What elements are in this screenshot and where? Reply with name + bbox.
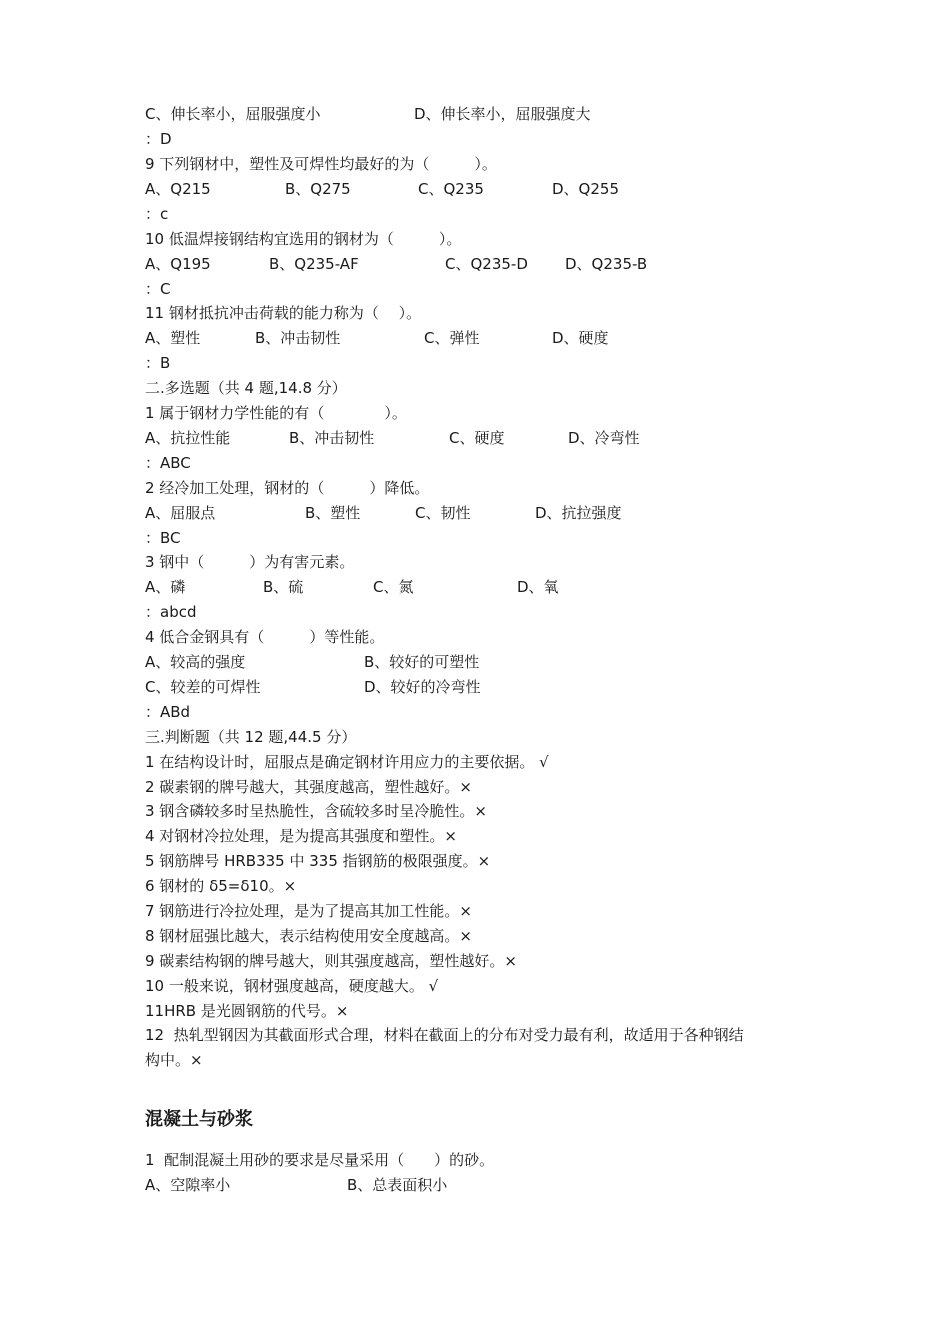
tf-item: 6 钢材的 δ5=δ10。× bbox=[145, 877, 297, 895]
q11-option-b: B、冲击韧性 bbox=[255, 329, 341, 347]
q11-option-a: A、塑性 bbox=[145, 329, 201, 347]
section-concrete-mortar-heading: 混凝土与砂浆 bbox=[145, 1109, 253, 1130]
q11-option-d: D、硬度 bbox=[552, 329, 609, 347]
q10-option-c: C、Q235-D bbox=[445, 255, 528, 273]
tf-item: 8 钢材屈强比越大，表示结构使用安全度越高。× bbox=[145, 927, 472, 945]
mc-q1-text: 1 属于钢材力学性能的有（ ）。 bbox=[145, 404, 407, 422]
mc-q4-text: 4 低合金钢具有（ ）等性能。 bbox=[145, 628, 385, 646]
mc-q1-option-a: A、抗拉性能 bbox=[145, 429, 231, 447]
q8-option-d: D、伸长率小，屈服强度大 bbox=[414, 105, 591, 123]
q9-option-b: B、Q275 bbox=[285, 180, 351, 198]
mc-q2-text: 2 经冷加工处理，钢材的（ ）降低。 bbox=[145, 479, 430, 497]
mc-q1-answer: ：ABC bbox=[145, 454, 191, 472]
mc-q4-option-a: A、较高的强度 bbox=[145, 653, 246, 671]
concrete-q1-text: 1 配制混凝土用砂的要求是尽量采用（ ）的砂。 bbox=[145, 1151, 495, 1169]
tf-item: 1 在结构设计时，屈服点是确定钢材许用应力的主要依据。 √ bbox=[145, 753, 549, 771]
q9-option-d: D、Q255 bbox=[552, 180, 619, 198]
mc-q2-answer: ：BC bbox=[145, 529, 181, 547]
tf-item: 9 碳素结构钢的牌号越大，则其强度越高，塑性越好。× bbox=[145, 952, 517, 970]
tf-item: 11HRB 是光圆钢筋的代号。× bbox=[145, 1002, 349, 1020]
tf-item: 3 钢含磷较多时呈热脆性，含硫较多时呈冷脆性。× bbox=[145, 802, 487, 820]
q9-option-a: A、Q215 bbox=[145, 180, 211, 198]
mc-q3-answer: ：abcd bbox=[145, 603, 197, 621]
mc-q1-option-c: C、硬度 bbox=[449, 429, 505, 447]
tf-item: 4 对钢材冷拉处理，是为提高其强度和塑性。× bbox=[145, 827, 457, 845]
mc-q4-option-b: B、较好的可塑性 bbox=[364, 653, 480, 671]
q9-text: 9 下列钢材中，塑性及可焊性均最好的为（ ）。 bbox=[145, 155, 497, 173]
tf-item: 10 一般来说，钢材强度越高，硬度越大。 √ bbox=[145, 977, 439, 995]
mc-q4-answer: ：ABd bbox=[145, 703, 191, 721]
q10-option-a: A、Q195 bbox=[145, 255, 211, 273]
q11-option-c: C、弹性 bbox=[424, 329, 480, 347]
q9-answer: ：c bbox=[145, 205, 169, 223]
tf-item: 12 热轧型钢因为其截面形式合理，材料在截面上的分布对受力最有利，故适用于各种钢结 bbox=[145, 1026, 744, 1044]
mc-q4-option-c: C、较差的可焊性 bbox=[145, 678, 261, 696]
tf-item: 7 钢筋进行冷拉处理，是为了提高其加工性能。× bbox=[145, 902, 472, 920]
mc-q2-option-b: B、塑性 bbox=[305, 504, 361, 522]
q10-text: 10 低温焊接钢结构宜选用的钢材为（ ）。 bbox=[145, 230, 462, 248]
mc-q2-option-a: A、屈服点 bbox=[145, 504, 216, 522]
q11-answer: ：B bbox=[145, 354, 171, 372]
tf-item: 2 碳素钢的牌号越大，其强度越高，塑性越好。× bbox=[145, 778, 472, 796]
mc-q4-option-d: D、较好的冷弯性 bbox=[364, 678, 481, 696]
mc-q1-option-d: D、冷弯性 bbox=[568, 429, 640, 447]
mc-q3-option-a: A、磷 bbox=[145, 578, 186, 596]
q9-option-c: C、Q235 bbox=[418, 180, 484, 198]
q11-text: 11 钢材抵抗冲击荷载的能力称为（ ）。 bbox=[145, 304, 422, 322]
mc-q2-option-d: D、抗拉强度 bbox=[535, 504, 622, 522]
mc-q2-option-c: C、韧性 bbox=[415, 504, 471, 522]
mc-q3-text: 3 钢中（ ）为有害元素。 bbox=[145, 553, 355, 571]
section-true-false-title: 三.判断题（共 12 题,44.5 分） bbox=[145, 728, 357, 746]
mc-q1-option-b: B、冲击韧性 bbox=[289, 429, 375, 447]
mc-q3-option-d: D、氧 bbox=[517, 578, 559, 596]
tf-item-continuation: 构中。× bbox=[145, 1051, 203, 1069]
concrete-q1-option-a: A、空隙率小 bbox=[145, 1176, 231, 1194]
q10-option-b: B、Q235-AF bbox=[269, 255, 359, 273]
q10-option-d: D、Q235-B bbox=[565, 255, 648, 273]
tf-item: 5 钢筋牌号 HRB335 中 335 指钢筋的极限强度。× bbox=[145, 852, 491, 870]
mc-q3-option-b: B、硫 bbox=[263, 578, 304, 596]
q10-answer: ：C bbox=[145, 280, 171, 298]
concrete-q1-option-b: B、总表面积小 bbox=[347, 1176, 448, 1194]
mc-q3-option-c: C、氮 bbox=[373, 578, 414, 596]
section-multiple-choice-title: 二.多选题（共 4 题,14.8 分） bbox=[145, 379, 347, 397]
q8-option-c: C、伸长率小，屈服强度小 bbox=[145, 105, 321, 123]
q8-answer: ：D bbox=[145, 130, 172, 148]
